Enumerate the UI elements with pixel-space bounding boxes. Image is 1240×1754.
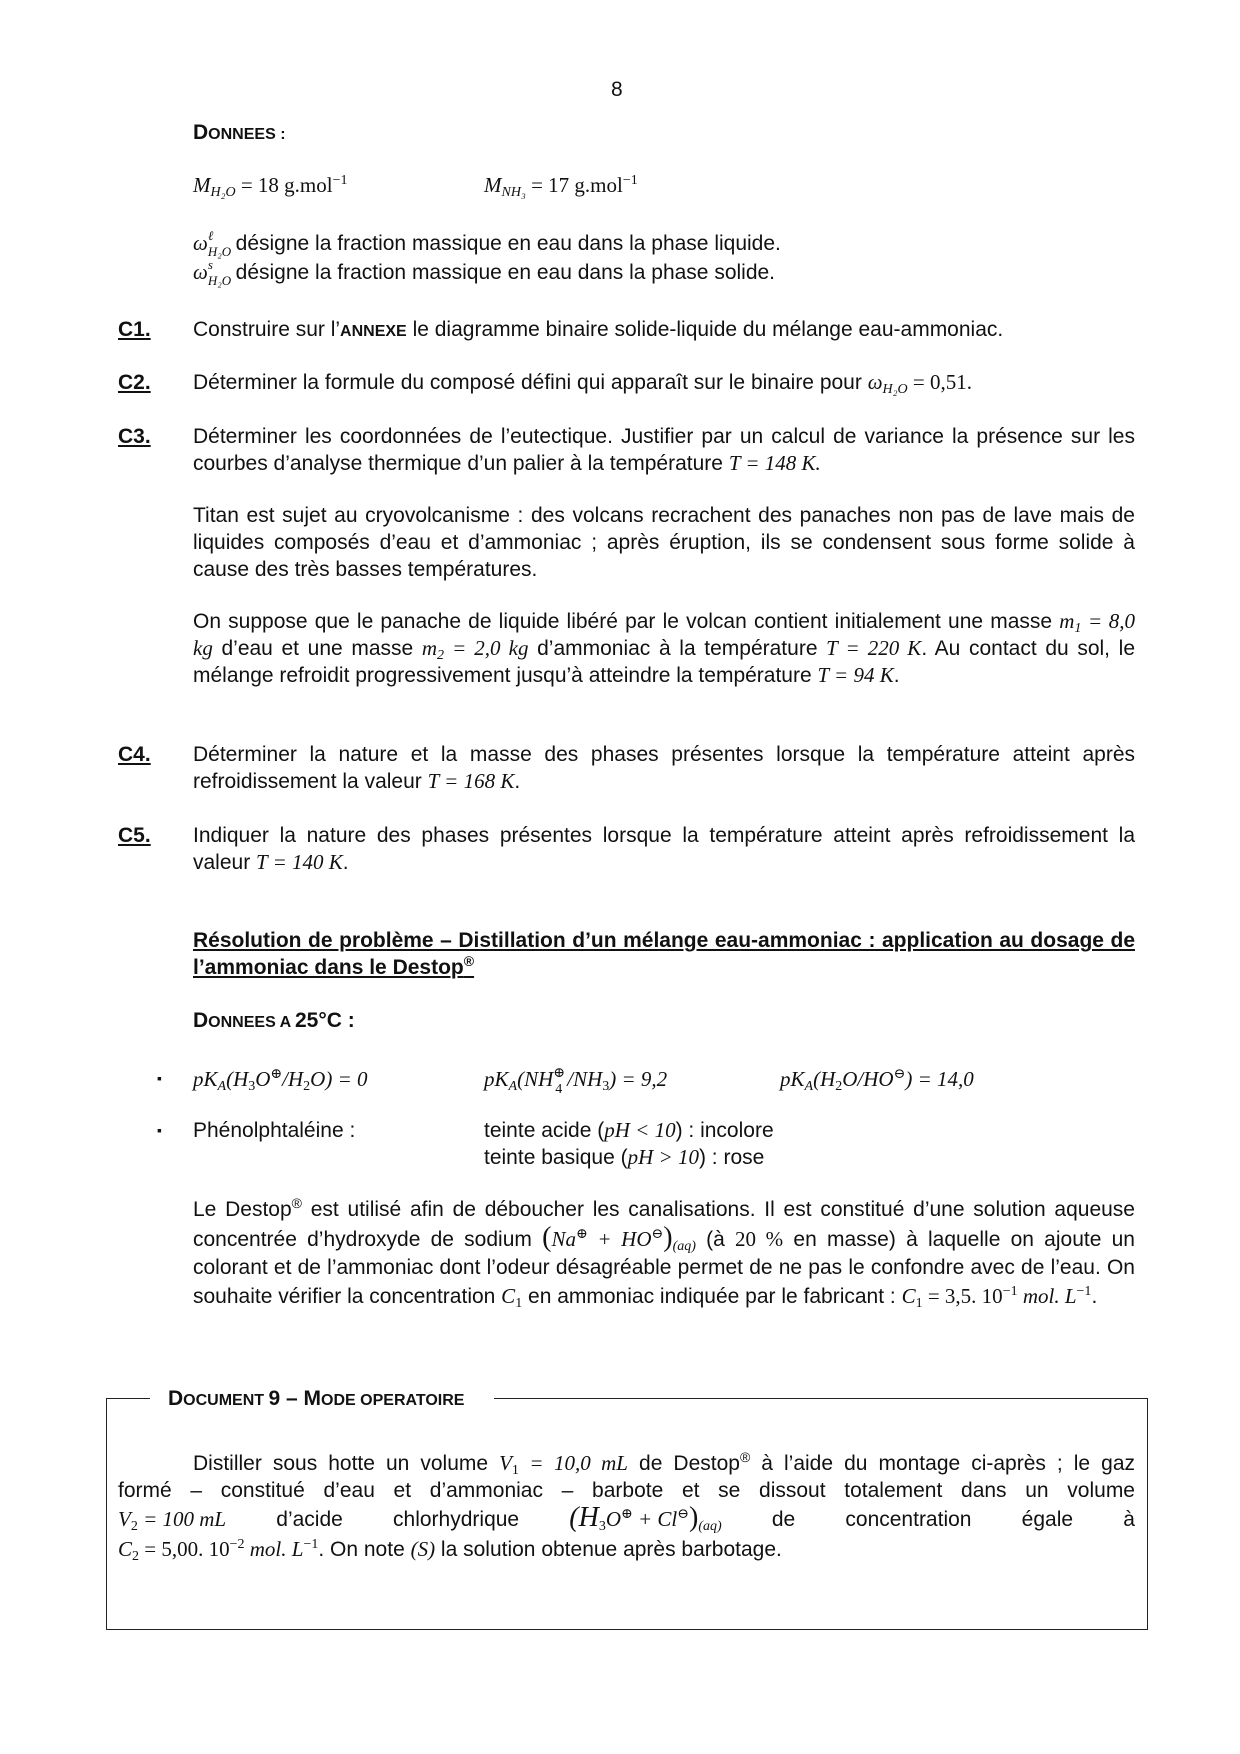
phenolphthalein-acid: teinte acide (pH < 10) : incolore xyxy=(484,1118,774,1142)
molar-mass-water: $M_{H_2O} = 18$ g.mol$^{-1}$ xyxy=(193,173,348,200)
pka-water: $pK_A(H_2O/HO^⊖) = 14,0$ xyxy=(780,1067,974,1094)
question-c1-text: Construire sur l’ANNEXE le diagramme binaire solide-liquide du mélange eau-ammoniac. xyxy=(193,318,1004,341)
question-c5-text: Indiquer la nature des phases présentes lorsque la température atteint après refroidissement la valeur T = 140 K. xyxy=(193,824,1135,874)
destop-paragraph: Le Destop® est utilisé afin de déboucher les canalisations. Il est constitué d’une solution aqueuse concentrée d’hydroxyde de sodium $(Na^\oplus + HO^⊖)_{(aq)}$ (à 20 % en masse) à laquelle on ajoute un colorant et de l’ammoniac dont l’odeur désagréable permet de ne pas le confondre avec de l’eau. On souhaite vérifier la concentration $C_1$ en ammoniac indiquée par le fabricant : $C_1 = 3,5$. $10^{-1}$ mol. $L^{-1}$. xyxy=(193,1195,1135,1311)
doc9-line-2: formé – constitué d’eau et d’ammoniac – barbote et se dissout totalement dans un volume xyxy=(118,1479,1135,1502)
molar-mass-ammonia: $M_{NH_3} = 17$ g.mol$^{-1}$ xyxy=(484,173,638,200)
question-c1-label: C1. xyxy=(118,318,151,341)
question-c5-label: C5. xyxy=(118,824,151,847)
bullet-phenol: ▪ xyxy=(157,1122,162,1138)
omega-solid-definition: ω s H₂O désigne la fraction massique en eau dans la phase solide. xyxy=(193,257,776,288)
document-9-body xyxy=(118,1450,1135,1563)
doc9-line-3: $V_2 = 100$ mL d’acide chlorhydrique $(H_3O^\oplus + Cl^⊖)_{(aq)}$ de concentration égale à xyxy=(118,1502,1135,1534)
question-c2-text: Déterminer la formule du composé défini qui apparaît sur le binaire pour $\omega_{H_2O} = 0,51$. xyxy=(193,370,972,397)
document-9-title: DOCUMENT 9 – MODE OPERATOIRE xyxy=(150,1385,494,1414)
donnees-heading: DONNEES : xyxy=(193,121,286,144)
phenolphthalein-base: teinte basique (pH > 10) : rose xyxy=(484,1145,765,1169)
panache-paragraph: On suppose que le panache de liquide libéré par le volcan contient initialement une masse $m_1 = 8,0$ kg d’eau et une masse $m_2 = 2,0$ kg d’ammoniac à la température T = 220 K. Au contact du sol, le mélange refroidit progressivement jusqu’à atteindre la température T = 94 K. xyxy=(193,609,1136,687)
bullet-pka: ▪ xyxy=(157,1070,162,1086)
question-c3-text: Déterminer les coordonnées de l’eutectique. Justifier par un calcul de variance la présence sur les courbes d’analyse thermique d’un palier à la température T = 148 K. xyxy=(193,425,1135,475)
titan-paragraph: Titan est sujet au cryovolcanisme : des volcans recrachent des panaches non pas de lave mais de liquides composés d’eau et d’ammoniac ; après éruption, ils se condensent sous forme solide à cause des très basses températures. xyxy=(193,504,1135,581)
resolution-title: Résolution de problème – Distillation d’un mélange eau-ammoniac : application au dosage de l’ammoniac dans le Destop® xyxy=(193,929,1135,979)
omega-liquid-definition: ω ℓ H₂O désigne la fraction massique en eau dans la phase liquide. xyxy=(193,228,781,259)
pka-ammonium: $pK_A(NH$ ⊕ 4 $/NH_3) = 9,2$ xyxy=(484,1066,668,1097)
page-number: 8 xyxy=(611,78,623,101)
question-c3-label: C3. xyxy=(118,425,151,448)
phenolphthalein-label: Phénolphtaléine : xyxy=(193,1119,356,1142)
question-c4-text: Déterminer la nature et la masse des phases présentes lorsque la température atteint après refroidissement la valeur T = 168 K. xyxy=(193,743,1135,793)
pka-hydronium: $pK_A(H_3O^\oplus/H_2O) = 0$ xyxy=(193,1067,368,1094)
doc9-line-1: Distiller sous hotte un volume $V_1 = 10,0$ mL de Destop® à l’aide du montage ci-après ; le gaz xyxy=(193,1449,1135,1478)
question-c4-label: C4. xyxy=(118,743,151,766)
question-c2-label: C2. xyxy=(118,371,151,394)
doc9-line-4: $C_2 = 5,00$. $10^{-2}$ mol. $L^{-1}$. On note (S) la solution obtenue après barbotage. xyxy=(118,1537,782,1564)
donnees-25c-heading: DONNEES A 25°C : xyxy=(193,1009,355,1032)
